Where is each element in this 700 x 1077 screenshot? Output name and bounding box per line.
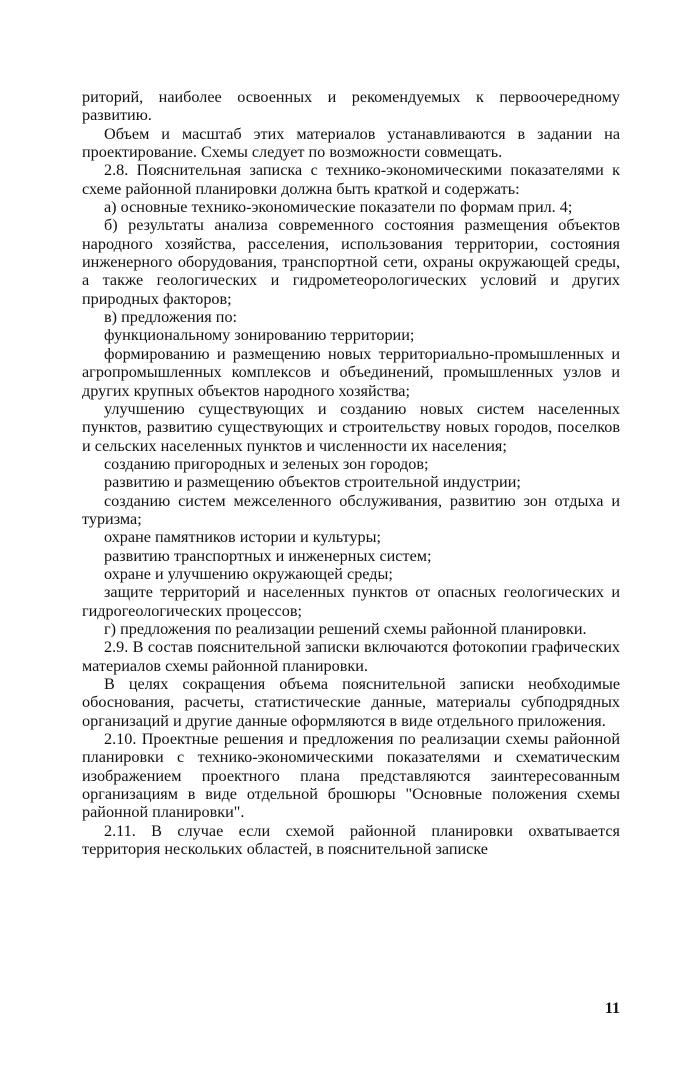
proposal-item-9: охране и улучшению окружающей среды; — [104, 564, 393, 583]
proposal-item-10: защите территорий и населенных пунктов от опасных геологических и гидрогеологических процессов; — [82, 583, 620, 620]
paragraph-section-2-10: 2.10. Проектные решения и предложения по реализации схемы районной планировки с технико-экономическими показателями и схематическим изображением проектного плана представляются заинтересованным организациям в виде отдельной брошюры "Основные положения схемы районной планировки". — [82, 730, 620, 822]
list-item-g: г) предложения по реализации решений схемы районной планировки. — [104, 619, 587, 638]
page-body — [82, 88, 620, 858]
list-item-a: а) основные технико-экономические показатели по формам прил. 4; — [104, 198, 573, 217]
list-item-v: в) предложения по: — [104, 308, 238, 327]
proposal-item-3: улучшению существующих и созданию новых систем населенных пунктов, развитию существующих и строительству новых городов, поселков и сельских населенных пунктов и численности их населения; — [82, 399, 620, 455]
proposal-item-6: созданию систем межселенного обслуживания, развитию зон отдыха и туризма; — [82, 491, 620, 528]
paragraph-appendix-note: В целях сокращения объема пояснительной записки необходимые обоснования, расчеты, статистические данные, материалы субподрядных организаций и другие данные оформляются в виде отдельного приложения. — [82, 675, 620, 730]
paragraph-section-2-8: 2.8. Пояснительная записка с технико-экономическими показателями к схеме районной планировки должна быть краткой и содержать: — [82, 161, 620, 198]
paragraph-section-2-11: 2.11. В случае если схемой районной планировки охватывается территория нескольких областей, в пояснительной записке — [82, 821, 620, 859]
list-item-b: б) результаты анализа современного состояния размещения объектов народного хозяйства, расселения, использования территории, состояния инженерного оборудования, транспортной сети, охраны окружающей среды, а также геологических и гидрометеорологических условий и других природных факторов; — [82, 216, 620, 308]
paragraph-2: Объем и масштаб этих материалов устанавливаются в задании на проектирование. Схемы следует по возможности совмещать. — [82, 124, 620, 162]
proposal-item-1: функциональному зонированию территории; — [104, 326, 415, 345]
proposal-item-5: развитию и размещению объектов строительной индустрии; — [104, 473, 521, 492]
proposal-item-2: формированию и размещению новых территориально-промышленных и агропромышленных комплексов и объединений, промышленных узлов и других крупных объектов народного хозяйства; — [82, 344, 620, 400]
paragraph-section-2-9: 2.9. В состав пояснительной записки включаются фотокопии графических материалов схемы районной планировки. — [82, 638, 620, 675]
proposal-item-4: созданию пригородных и зеленых зон городов; — [104, 454, 429, 473]
paragraph-1: риторий, наиболее освоенных и рекомендуемых к первоочередному развитию. — [82, 88, 620, 125]
proposal-item-7: охране памятников истории и культуры; — [104, 528, 381, 547]
proposal-item-8: развитию транспортных и инженерных систем; — [104, 546, 432, 565]
page-number: 11 — [604, 1000, 620, 1017]
